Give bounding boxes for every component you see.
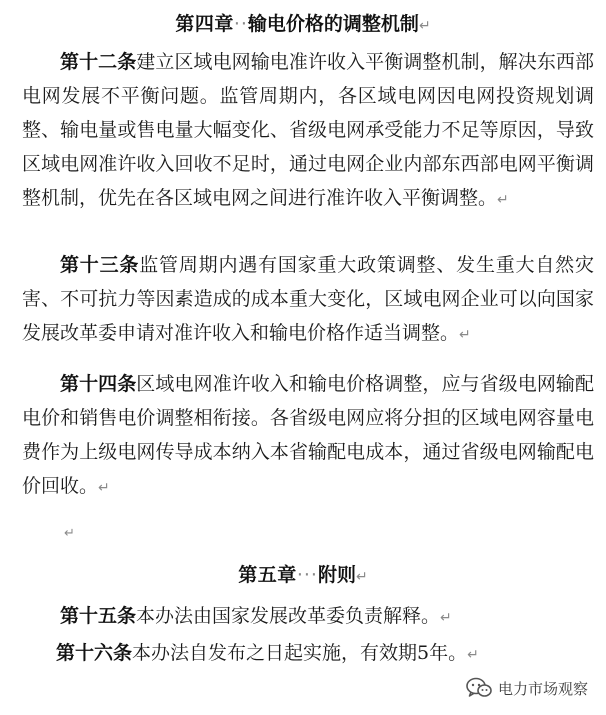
article-13-label: 第十三条: [60, 254, 140, 276]
chapter-4-title: 输电价格的调整机制: [247, 13, 419, 35]
paragraph-mark-icon: ↵: [355, 569, 368, 585]
paragraph-mark-icon: ↵: [64, 526, 75, 541]
article-15-label: 第十五条: [60, 605, 137, 627]
article-16-text: 本办法自发布之日起实施，有效期5年。: [132, 642, 468, 664]
article-14-text: 区域电网准许收入和输电价格调整，应与省级电网输配电价和销售电价调整相衔接。各省级电网应将分担的区域电网容量电费作为上级电网传导成本纳入本省输配电成本，通过省级电网输配电价回收。: [22, 373, 594, 497]
paragraph-mark-icon: ↵: [98, 480, 110, 496]
article-12-text: 建立区域电网输电准许收入平衡调整机制，解决东西部电网发展不平衡问题。监管周期内，各区域电网因电网投资规划调整、输电量或售电量大幅变化、省级电网承受能力不足等原因，导致区域电网准许收入回收不足时，通过电网企业内部东西部电网平衡调整机制，优先在各区域电网之间进行准许收入平衡调整。: [22, 51, 594, 209]
article-15: [60, 599, 594, 635]
article-16-label: 第十六条: [56, 642, 133, 664]
chapter-4-label: 第四章: [175, 13, 234, 35]
article-16: [56, 636, 594, 672]
paragraph-mark-icon: ↵: [418, 18, 431, 34]
article-13: [22, 248, 594, 352]
heading-separator: ··: [233, 13, 248, 35]
watermark: [466, 677, 588, 699]
paragraph-mark-icon: ↵: [440, 610, 452, 626]
article-12: [22, 45, 594, 217]
watermark-text: 电力市场观察: [497, 679, 588, 698]
article-14: [22, 367, 594, 505]
article-12-label: 第十二条: [60, 51, 137, 73]
chapter-5-label: 第五章: [238, 564, 297, 586]
article-14-label: 第十四条: [60, 373, 137, 395]
article-13-text: 监管周期内遇有国家重大政策调整、发生重大自然灾害、不可抗力等因素造成的成本重大变化，区域电网企业可以向国家发展改革委申请对准许收入和输电价格作适当调整。: [22, 254, 594, 344]
paragraph-mark-icon: ↵: [497, 192, 509, 208]
chapter-5-title: 附则: [317, 564, 356, 586]
wechat-icon: [466, 677, 492, 699]
heading-separator: ···: [296, 564, 318, 586]
paragraph-mark-icon: ↵: [459, 327, 471, 343]
paragraph-mark-icon: ↵: [467, 647, 479, 663]
chapter-4-heading: [0, 12, 606, 38]
chapter-5-heading: [0, 563, 606, 589]
article-15-text: 本办法由国家发展改革委负责解释。: [136, 605, 441, 627]
